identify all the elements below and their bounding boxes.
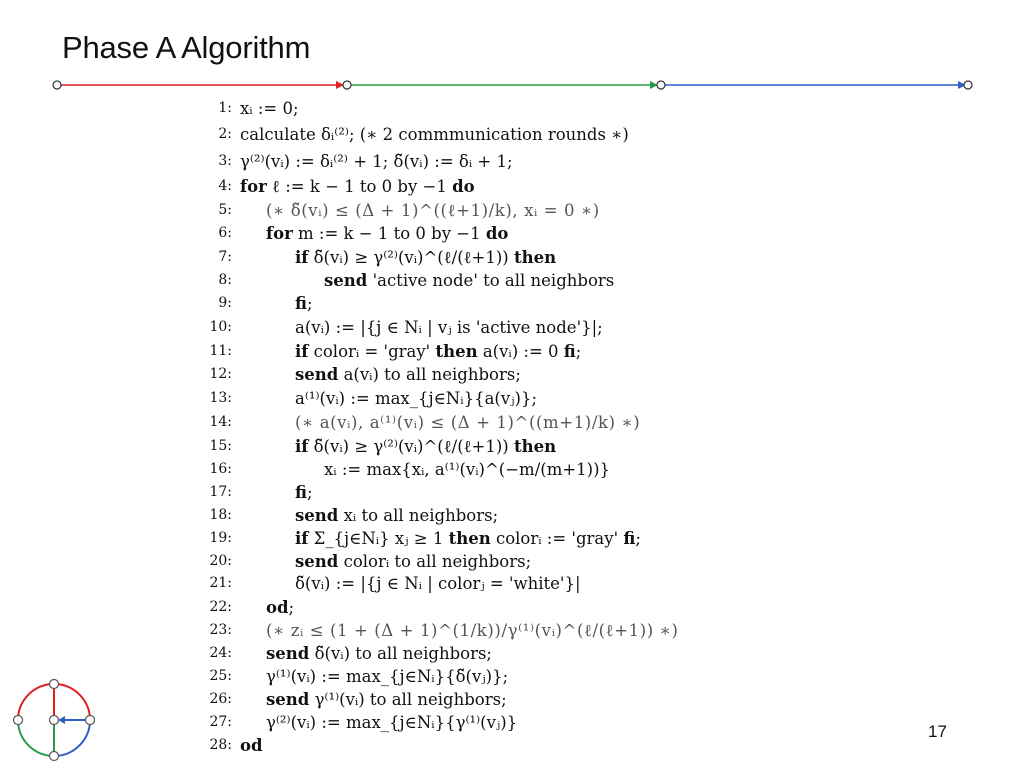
algo-line: 17: fi; [209, 483, 313, 502]
algo-line: 16: xᵢ := max{xᵢ, a⁽¹⁾(vᵢ)^(−m/(m+1))} [209, 460, 611, 479]
algo-line: 8: send 'active node' to all neighbors [218, 271, 615, 290]
algo-line: 7: if δ̃(vᵢ) ≥ γ⁽²⁾(vᵢ)^(ℓ/(ℓ+1)) then [218, 248, 557, 267]
algo-line: 23: (∗ zᵢ ≤ (1 + (Δ + 1)^(1/k))/γ⁽¹⁾(vᵢ)^(ℓ/(ℓ+1)) ∗) [209, 621, 679, 640]
algo-line: 5: (∗ δ̃(vᵢ) ≤ (Δ + 1)^((ℓ+1)/k), xᵢ = 0 ∗) [218, 201, 600, 220]
algo-line: 21: δ̃(vᵢ) := |{j ∈ Nᵢ | colorⱼ = 'white'}| [209, 574, 581, 593]
algo-line: 6: for m := k − 1 to 0 by −1 do [218, 224, 509, 243]
node-dot [343, 81, 351, 89]
algo-line: 4: for ℓ := k − 1 to 0 by −1 do [218, 177, 475, 196]
node-dot [964, 81, 972, 89]
algo-line: 1: xᵢ := 0; [218, 99, 299, 118]
graph-logo-icon [12, 676, 96, 764]
algo-line: 13: a⁽¹⁾(vᵢ) := max_{j∈Nᵢ}{a(vⱼ)}; [209, 389, 538, 408]
header-divider-segments [60, 81, 966, 89]
algo-line: 20: send colorᵢ to all neighbors; [209, 552, 532, 571]
algo-line: 12: send a(vᵢ) to all neighbors; [209, 365, 521, 384]
algo-line: 19: if Σ_{j∈Nᵢ} xⱼ ≥ 1 then colorᵢ := 'gray' fi; [209, 529, 641, 548]
algo-line: 26: send γ⁽¹⁾(vᵢ) to all neighbors; [209, 690, 507, 709]
node-dot [53, 81, 61, 89]
header-divider [0, 0, 1024, 100]
algo-line: 2: calculate δᵢ⁽²⁾; (∗ 2 commmunication rounds ∗) [218, 125, 629, 144]
page-number: 17 [928, 722, 947, 741]
node-dot [657, 81, 665, 89]
algo-line: 24: send δ̃(vᵢ) to all neighbors; [209, 644, 492, 663]
page-title: Phase A Algorithm [62, 30, 311, 65]
algo-line: 3: γ⁽²⁾(vᵢ) := δᵢ⁽²⁾ + 1; δ̃(vᵢ) := δᵢ + 1; [218, 152, 513, 171]
algo-line: 18: send xᵢ to all neighbors; [209, 506, 499, 525]
algo-line: 27: γ⁽²⁾(vᵢ) := max_{j∈Nᵢ}{γ⁽¹⁾(vⱼ)} [209, 713, 518, 732]
algo-line: 11: if colorᵢ = 'gray' then a(vᵢ) := 0 fi; [209, 342, 582, 361]
algo-line: 25: γ⁽¹⁾(vᵢ) := max_{j∈Nᵢ}{δ̃(vⱼ)}; [209, 667, 509, 686]
algo-line: 15: if δ̃(vᵢ) ≥ γ⁽²⁾(vᵢ)^(ℓ/(ℓ+1)) then [209, 437, 557, 456]
algo-line: 10: a(vᵢ) := |{j ∈ Nᵢ | vⱼ is 'active node'}|; [209, 318, 603, 337]
algo-line: 9: fi; [218, 294, 313, 313]
algo-line: 14: (∗ a(vᵢ), a⁽¹⁾(vᵢ) ≤ (Δ + 1)^((m+1)/k) ∗) [209, 413, 641, 432]
algo-line: 22: od; [209, 598, 295, 617]
algo-line: 28: od [209, 736, 263, 755]
